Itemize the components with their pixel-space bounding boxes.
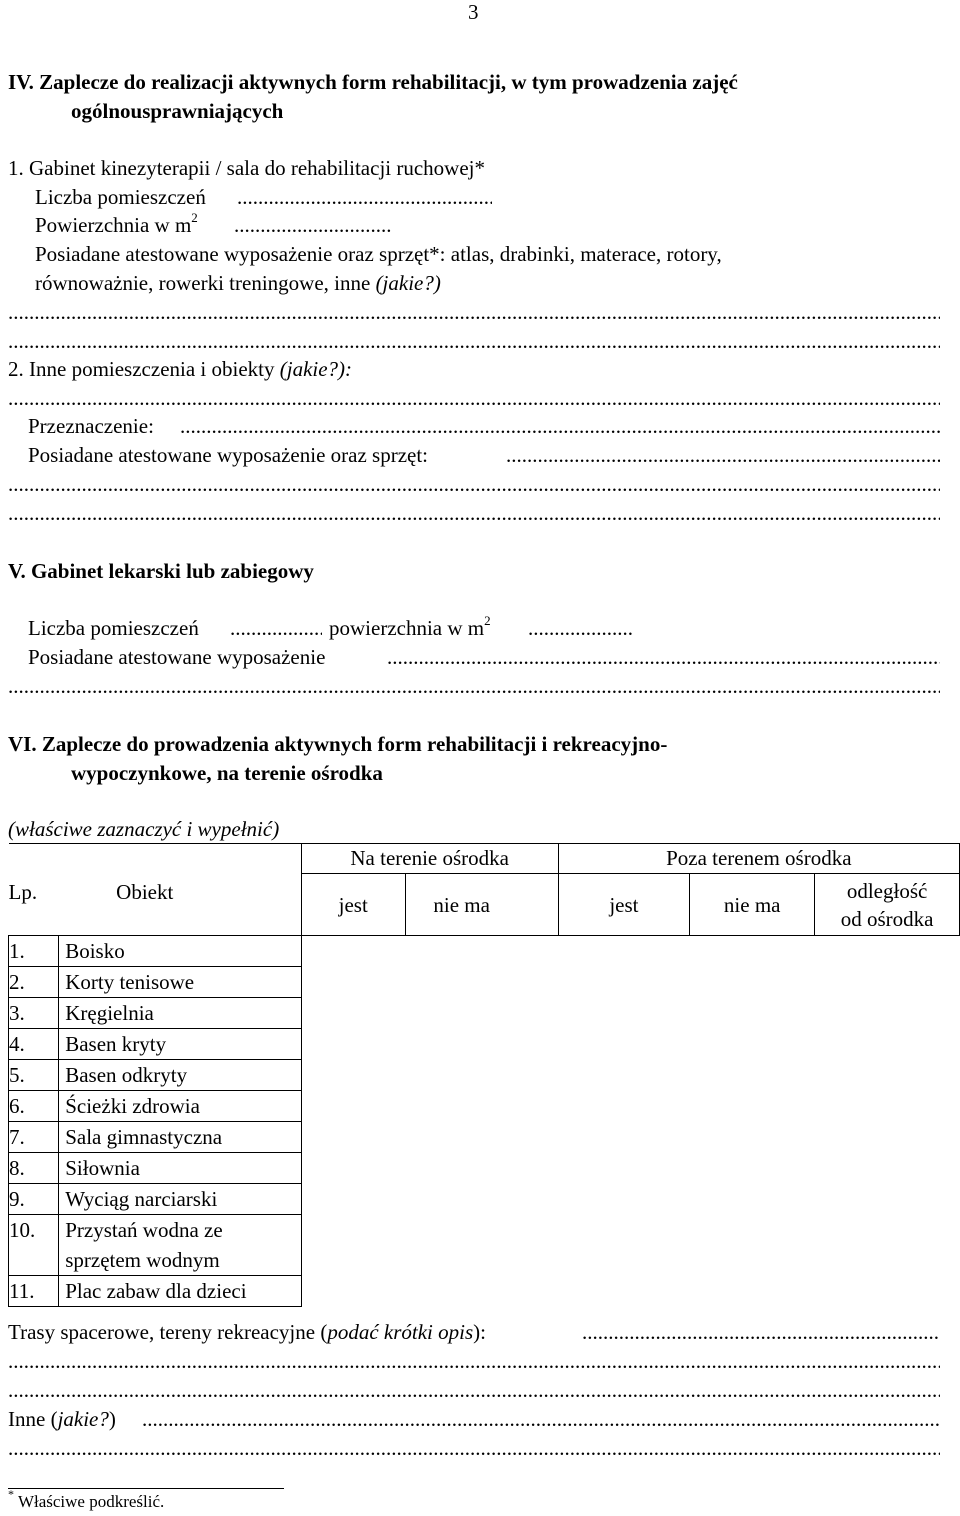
row-object: Przystań wodna ze sprzętem wodnym: [59, 1215, 302, 1276]
row-on-jest[interactable]: [301, 1184, 405, 1215]
row-lp: 3.: [9, 998, 59, 1029]
row-off-niema[interactable]: [690, 1276, 815, 1307]
trails-fill[interactable]: [582, 1320, 940, 1344]
table-row: [9, 1029, 960, 1060]
row-on-jest[interactable]: [301, 1029, 405, 1060]
row-off-jest[interactable]: [558, 936, 690, 967]
trails-fill-3[interactable]: [8, 1378, 940, 1402]
row-object: Kręgielnia: [59, 998, 302, 1029]
row-on-jest[interactable]: [301, 936, 405, 967]
other-fill[interactable]: [142, 1407, 940, 1431]
equipment-fill-2[interactable]: [8, 329, 940, 353]
row-on-niema[interactable]: [405, 1153, 558, 1184]
row-on-jest[interactable]: [301, 998, 405, 1029]
row-on-niema[interactable]: [405, 967, 558, 998]
footnote-rule: [8, 1488, 284, 1489]
row-lp: 4.: [9, 1029, 59, 1060]
table-row: [9, 967, 960, 998]
row-lp: 8.: [9, 1153, 59, 1184]
row-distance[interactable]: [815, 1060, 960, 1091]
item-1-title: 1. Gabinet kinezyterapii / sala do rehabilitacji ruchowej*: [8, 156, 485, 180]
equipment2-fill-2[interactable]: [8, 472, 940, 496]
header-off-niema: nie ma: [690, 874, 815, 936]
row-on-jest[interactable]: [301, 1276, 405, 1307]
item-2-title: 2. Inne pomieszczenia i obiekty (jakie?):: [8, 357, 353, 381]
row-off-jest[interactable]: [558, 1153, 690, 1184]
row-on-jest[interactable]: [301, 1091, 405, 1122]
header-on-jest: jest: [301, 874, 405, 936]
row-on-niema[interactable]: [405, 1184, 558, 1215]
row-on-niema[interactable]: [405, 998, 558, 1029]
other-rooms-fill[interactable]: [8, 386, 940, 410]
header-off-jest: jest: [558, 874, 690, 936]
table-row: [9, 1122, 960, 1153]
table-row: [9, 1060, 960, 1091]
trails-fill-2[interactable]: [8, 1349, 940, 1373]
row-object: Ścieżki zdrowia: [59, 1091, 302, 1122]
row-distance[interactable]: [815, 936, 960, 967]
row-on-jest[interactable]: [301, 967, 405, 998]
section-iv-title-cont: ogólnousprawniających: [71, 99, 284, 123]
page-number: 3: [468, 0, 479, 24]
table-row: [9, 1091, 960, 1122]
row-off-jest[interactable]: [558, 1215, 690, 1276]
row-object: Sala gimnastyczna: [59, 1122, 302, 1153]
table-row: [9, 936, 960, 967]
trails-label: Trasy spacerowe, tereny rekreacyjne (podać krótki opis):: [8, 1320, 486, 1344]
row-off-niema[interactable]: [690, 1215, 815, 1276]
row-object: Siłownia: [59, 1153, 302, 1184]
section-vi-title-cont: wypoczynkowe, na terenie ośrodka: [71, 761, 383, 785]
header-off-site: Poza terenem ośrodka: [558, 844, 959, 874]
header-lp: Lp.: [9, 844, 59, 936]
row-on-jest[interactable]: [301, 1122, 405, 1153]
row-on-jest[interactable]: [301, 1060, 405, 1091]
row-lp: 1.: [9, 936, 59, 967]
row-distance[interactable]: [815, 1184, 960, 1215]
header-object: Obiekt: [59, 844, 302, 936]
row-distance[interactable]: [815, 1153, 960, 1184]
row-distance[interactable]: [815, 998, 960, 1029]
v-area-label: powierzchnia w $m^2$: [329, 613, 491, 640]
row-object: Basen odkryty: [59, 1060, 302, 1091]
row-on-niema[interactable]: [405, 936, 558, 967]
row-off-jest[interactable]: [558, 1276, 690, 1307]
header-distance: odległość od ośrodka: [815, 874, 960, 936]
row-off-niema[interactable]: [690, 1060, 815, 1091]
other-fill-2[interactable]: [8, 1436, 940, 1460]
row-distance[interactable]: [815, 1215, 960, 1276]
row-lp: 9.: [9, 1184, 59, 1215]
equipment-fill-1[interactable]: [8, 300, 940, 324]
table-row: [9, 998, 960, 1029]
row-lp: 5.: [9, 1060, 59, 1091]
row-on-niema[interactable]: [405, 1029, 558, 1060]
equipment2-fill[interactable]: [506, 443, 940, 467]
facilities-table: [8, 843, 960, 1307]
header-on-site: Na terenie ośrodka: [301, 844, 558, 874]
row-distance[interactable]: [815, 1029, 960, 1060]
row-on-niema[interactable]: [405, 1276, 558, 1307]
row-off-jest[interactable]: [558, 1184, 690, 1215]
v-equipment-fill-2[interactable]: [8, 674, 940, 698]
equipment2-fill-3[interactable]: [8, 501, 940, 525]
v-equipment-fill[interactable]: [387, 645, 940, 669]
row-distance[interactable]: [815, 1122, 960, 1153]
row-off-jest[interactable]: [558, 1091, 690, 1122]
row-lp: 11.: [9, 1276, 59, 1307]
row-off-niema[interactable]: [690, 1122, 815, 1153]
row-object: Wyciąg narciarski: [59, 1184, 302, 1215]
row-off-jest[interactable]: [558, 967, 690, 998]
row-on-niema[interactable]: [405, 1060, 558, 1091]
fill-instruction: (właściwe zaznaczyć i wypełnić): [8, 817, 280, 841]
row-distance[interactable]: [815, 1276, 960, 1307]
table-row: [9, 1153, 960, 1184]
row-on-niema[interactable]: [405, 1091, 558, 1122]
purpose-label: Przeznaczenie:: [28, 414, 154, 438]
row-off-jest[interactable]: [558, 998, 690, 1029]
equipment-label-cont: równoważnie, rowerki treningowe, inne (jakie?): [35, 271, 441, 295]
v-equipment-label: Posiadane atestowane wyposażenie: [28, 645, 326, 669]
v-rooms-fill[interactable]: [230, 616, 322, 640]
section-v-title: V. Gabinet lekarski lub zabiegowy: [8, 559, 314, 583]
table-row: [9, 1184, 960, 1215]
purpose-fill[interactable]: [180, 414, 940, 438]
row-off-jest[interactable]: [558, 1060, 690, 1091]
row-off-niema[interactable]: [690, 1029, 815, 1060]
table-row: [9, 1215, 960, 1276]
section-vi-title: VI. Zaplecze do prowadzenia aktywnych form rehabilitacji i rekreacyjno-: [8, 732, 668, 756]
section-iv-title: IV. Zaplecze do realizacji aktywnych form rehabilitacji, w tym prowadzenia zajęć: [8, 70, 738, 94]
row-on-jest[interactable]: [301, 1215, 405, 1276]
row-lp: 2.: [9, 967, 59, 998]
other-label: Inne (jakie?): [8, 1407, 116, 1431]
row-object: Boisko: [59, 936, 302, 967]
row-off-niema[interactable]: [690, 998, 815, 1029]
row-off-niema[interactable]: [690, 936, 815, 967]
equipment-label: Posiadane atestowane wyposażenie oraz sprzęt*: atlas, drabinki, materace, rotory,: [35, 242, 722, 266]
row-lp: 6.: [9, 1091, 59, 1122]
row-distance[interactable]: [815, 967, 960, 998]
area-label: Powierzchnia w $m^2$: [35, 210, 198, 237]
rooms-fill[interactable]: [237, 185, 492, 209]
v-rooms-label: Liczba pomieszczeń: [28, 616, 199, 640]
rooms-label: Liczba pomieszczeń: [35, 185, 206, 209]
row-object: Basen kryty: [59, 1029, 302, 1060]
equipment2-label: Posiadane atestowane wyposażenie oraz sprzęt:: [28, 443, 429, 467]
row-off-jest[interactable]: [558, 1029, 690, 1060]
row-on-niema[interactable]: [405, 1122, 558, 1153]
row-off-niema[interactable]: [690, 1091, 815, 1122]
row-distance[interactable]: [815, 1091, 960, 1122]
row-off-niema[interactable]: [690, 967, 815, 998]
header-on-niema: nie ma: [405, 874, 558, 936]
row-off-niema[interactable]: [690, 1153, 815, 1184]
row-object: Korty tenisowe: [59, 967, 302, 998]
row-on-jest[interactable]: [301, 1153, 405, 1184]
row-off-jest[interactable]: [558, 1122, 690, 1153]
table-row: [9, 1276, 960, 1307]
row-object: Plac zabaw dla dzieci: [59, 1276, 302, 1307]
area-fill[interactable]: [234, 213, 392, 237]
footnote: * Właściwe podkreślić.: [8, 1487, 165, 1511]
row-on-niema[interactable]: [405, 1215, 558, 1276]
row-lp: 10.: [9, 1215, 59, 1276]
v-area-fill[interactable]: [528, 616, 634, 640]
row-lp: 7.: [9, 1122, 59, 1153]
row-off-niema[interactable]: [690, 1184, 815, 1215]
